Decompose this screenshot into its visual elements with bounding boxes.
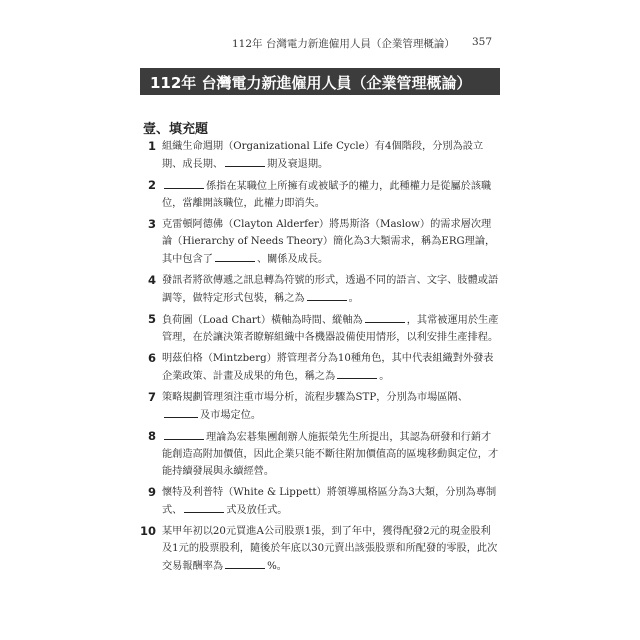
question-text: 克雷頓阿德佛（Clayton Alderfer）將馬斯洛（Maslow）的需求層次理論（Hierarchy of Needs Theory）簡化為3大類需求，稱為ERG理論，其中包含了 、關係及成長。: [162, 219, 496, 265]
question-text: 理論為宏碁集團創辦人施振榮先生所提出，其認為研發和行銷才能創造高附加價值，因此企業只能不斷往附加價值高的區塊移動與定位，才能持續發展與永續經營。: [162, 428, 500, 480]
question-number: 5: [147, 312, 156, 326]
question-text: 發訊者將欲傳遞之訊息轉為符號的形式，透過不同的語言、文字、肢體或語調等，做特定形式包裝，稱之為 。: [162, 275, 499, 304]
question-number: 7: [147, 390, 156, 404]
question-text: 負荷圖（Load Chart）橫軸為時間、縱軸為 ，其常被運用於生產管理，在於讓決策者瞭解組織中各機器設備使用情形，以利安排生產排程。: [162, 311, 500, 346]
question-number: 4: [147, 273, 156, 287]
question-number: 8: [147, 429, 156, 443]
answer-blank[interactable]: [225, 155, 265, 167]
question-item: [140, 389, 500, 424]
question-number: 2: [147, 178, 156, 192]
question-number: 3: [147, 217, 156, 231]
question-item: [140, 428, 500, 480]
question-item: [140, 484, 500, 519]
question-text: 懷特及利普特（White & Lippett）將領導風格區分為3大類，分別為專制式、 式及放任式。: [162, 487, 497, 516]
answer-blank[interactable]: [215, 250, 255, 262]
answer-blank[interactable]: [337, 367, 377, 379]
question-number: 6: [147, 351, 156, 365]
question-number: 1: [147, 139, 156, 153]
answer-blank[interactable]: [225, 557, 265, 569]
question-item: [140, 177, 500, 212]
answer-blank[interactable]: [164, 406, 198, 418]
question-item: [140, 138, 500, 173]
section-heading: 壹、填充題: [143, 122, 209, 137]
question-number: 9: [147, 485, 156, 499]
answer-blank[interactable]: [164, 428, 204, 440]
running-title: 112年 台灣電力新進僱用人員（企業管理概論）: [232, 38, 455, 50]
answer-blank[interactable]: [184, 501, 224, 513]
question-item: [140, 272, 500, 307]
question-text: 策略規劃管理須注重市場分析，流程步驟為STP，分別為市場區隔、及市場定位。: [162, 392, 468, 421]
answer-blank[interactable]: [307, 289, 347, 301]
question-item: [140, 350, 500, 385]
page-number: 357: [471, 36, 492, 48]
question-text: 明茲伯格（Mintzberg）將管理者分為10種角色，其中代表組織對外發表企業政策、計畫及成果的角色，稱之為 。: [162, 353, 494, 382]
question-item: [140, 216, 500, 268]
question-text: 某甲年初以20元買進A公司股票1張，到了年中，獲得配發2元的現金股利及1元的股票股利，隨後於年底以30元賣出該張股票和所配發的零股，此次交易報酬率為 %。: [162, 526, 498, 572]
question-text: 係指在某職位上所擁有或被賦予的權力，此種權力是從屬於該職位，當離開該職位，此權力即消失。: [162, 177, 500, 212]
question-text: 組織生命週期（Organizational Life Cycle）有4個階段，分別為設立期、成長期、 期及衰退期。: [162, 141, 484, 170]
answer-blank[interactable]: [365, 311, 405, 323]
running-header: [232, 36, 492, 51]
chapter-title-bar: [140, 68, 500, 95]
question-number: 10: [140, 524, 157, 538]
question-item: [140, 311, 500, 346]
question-item: [140, 523, 500, 575]
answer-blank[interactable]: [164, 177, 204, 189]
chapter-title: 112年 台灣電力新進僱用人員（企業管理概論）: [150, 74, 472, 92]
